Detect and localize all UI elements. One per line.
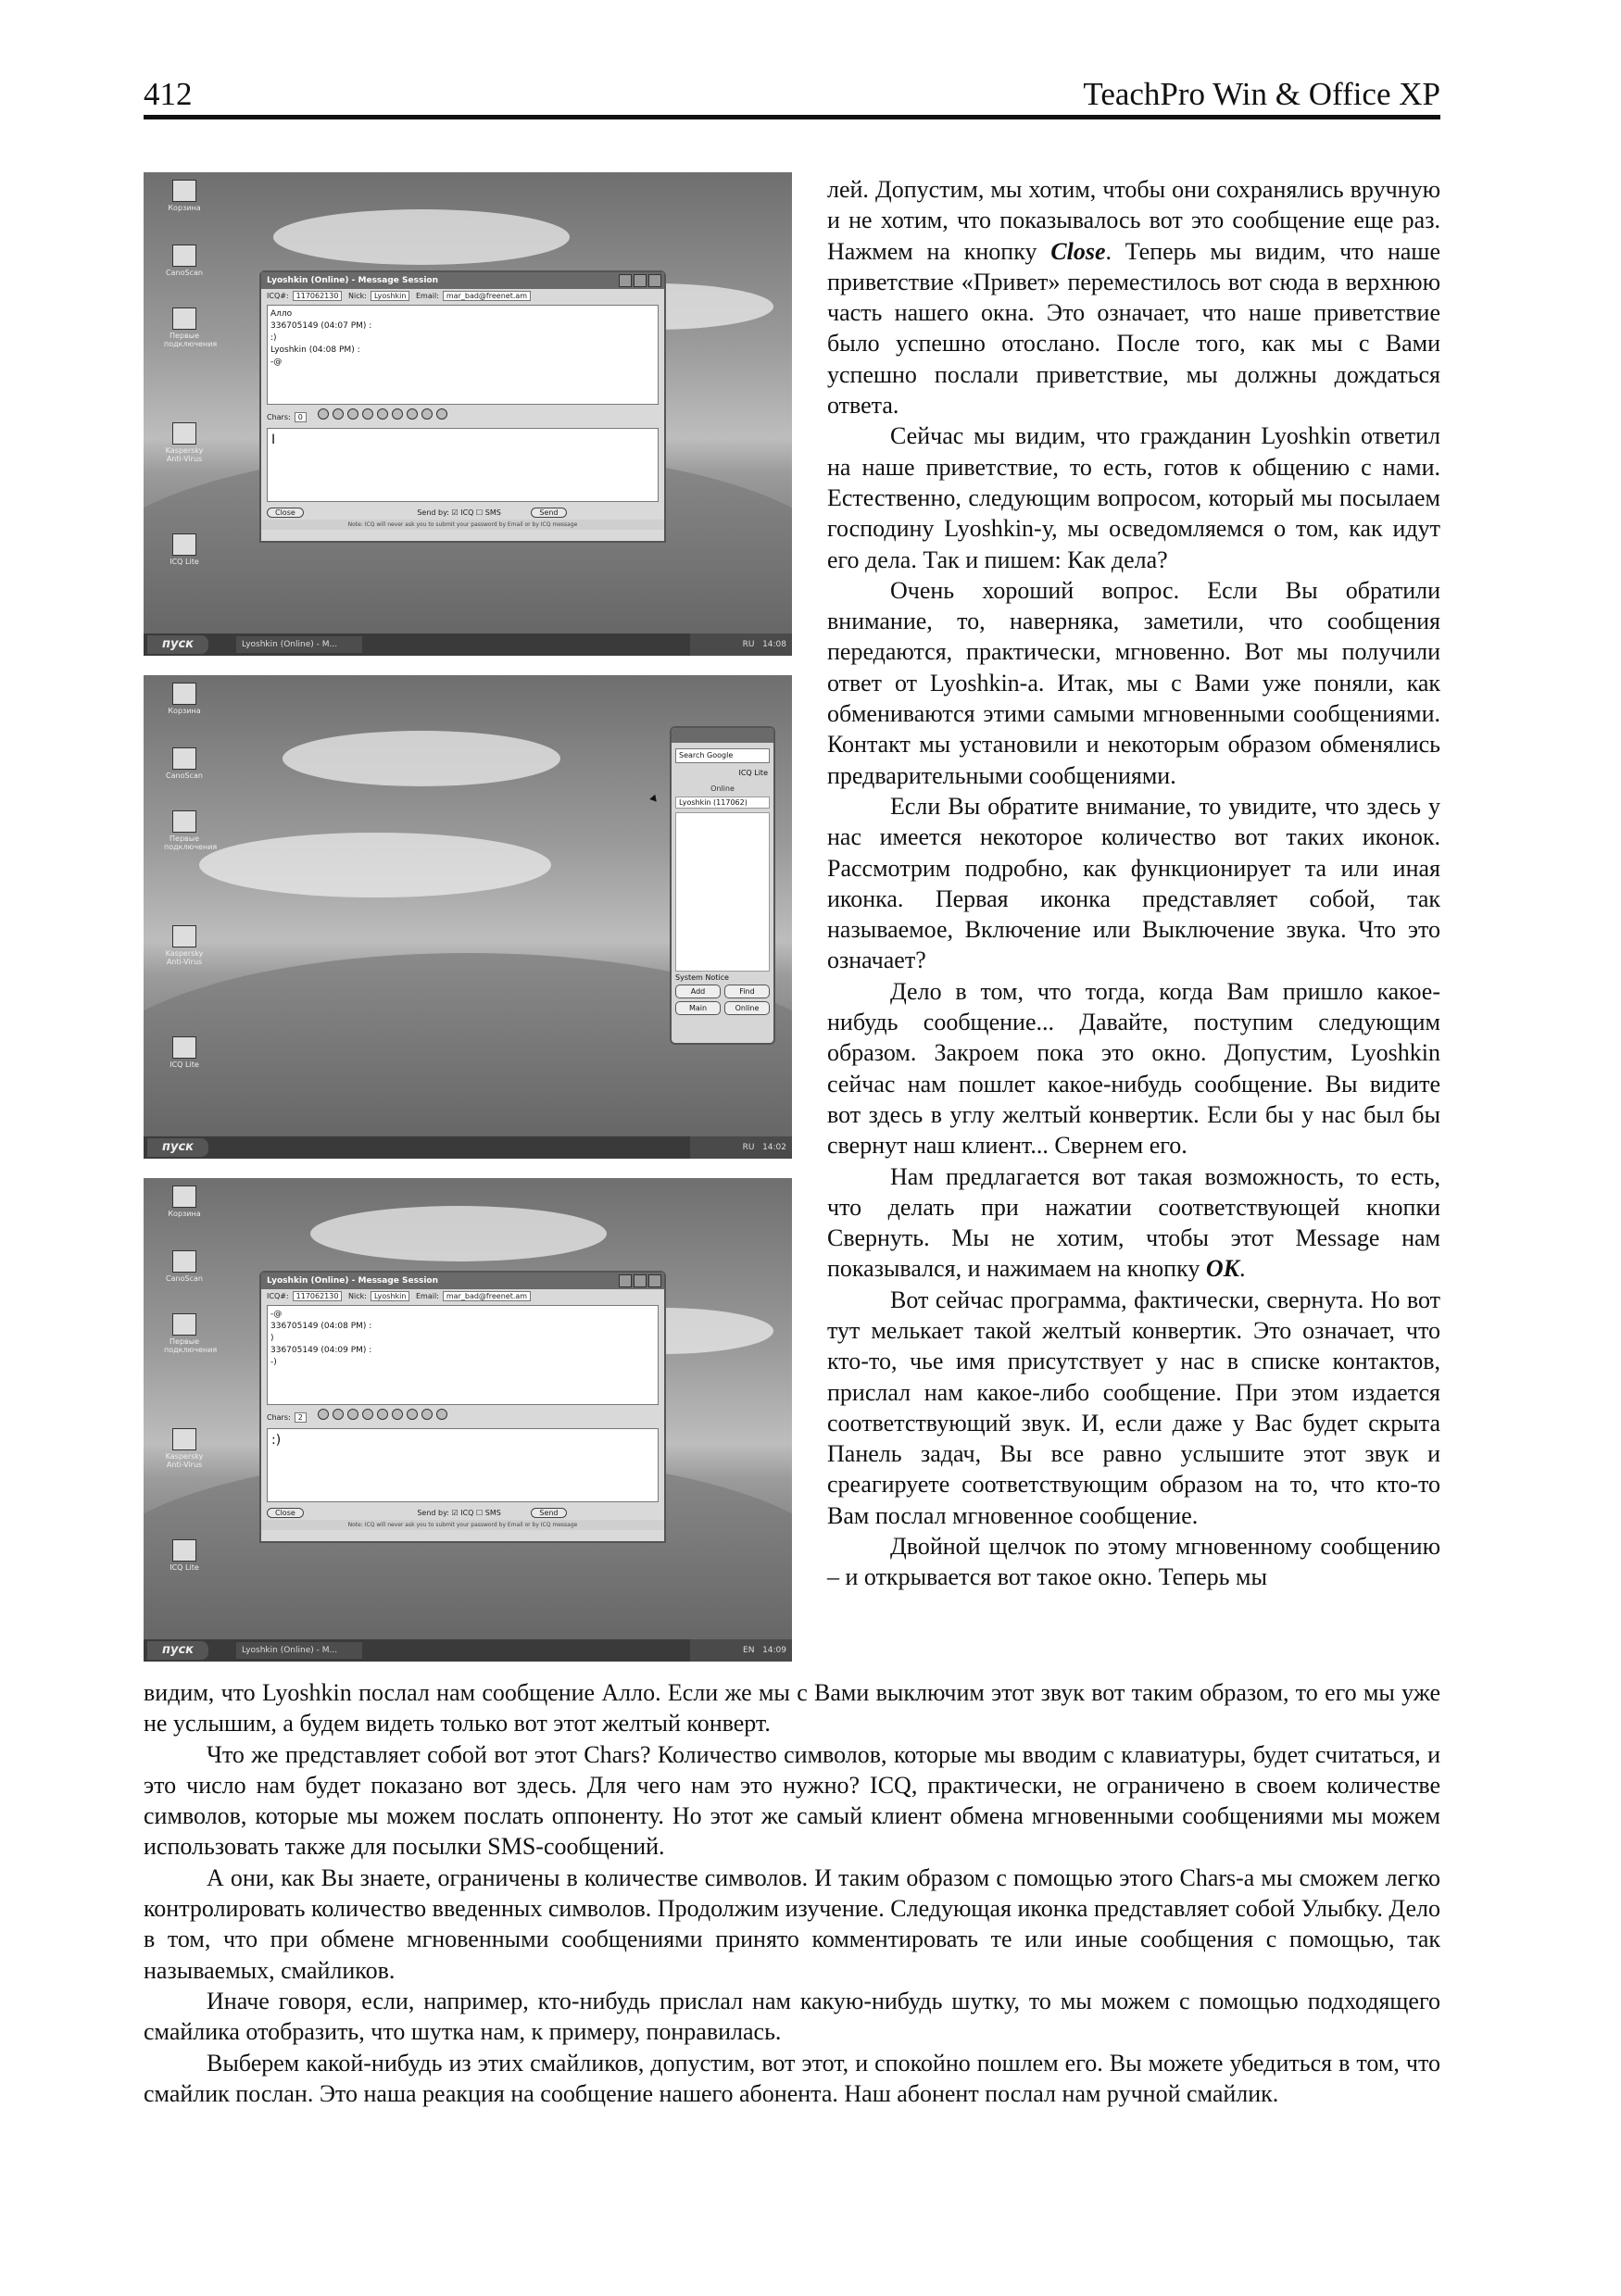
window-title: Lyoshkin (Online) - Message Session [267,276,439,285]
paragraph: А они, как Вы знаете, ограничены в количестве символов. И таким образом с помощью этого Chars-а мы сможем легко контролировать количество введенных символов. Продолжим изучение. Следующая иконка представляет собой Улыбку. Дело в том, что при обмене мгновенными сообщениями принято комментировать те или иные сообщения с помощью, так называемых, смайликов. [144,1863,1440,1984]
paragraph: Иначе говоря, если, например, кто-нибудь прислал нам какую-нибудь шутку, то мы можем с помощью подходящего смайлика отобразить, что шутка нам, к примеру, понравилась. [144,1987,1440,2046]
paragraph: Вот сейчас программа, фактически, свернута. Но вот тут мелькает такой желтый конвертик. Это означает, что кто-то, чье имя присутствует у нас в списке контактов, прислал нам какое-либо сообщение. При этом издается соответствующий звук. И, если даже у Вас будет скрыта Панель задач, Вы все равно услышите этот звук и среагируете соответствующим образом на то, что кто-то Вам послал мгновенное сообщение. [827,1286,1440,1529]
message-history: Алло 336705149 (04:07 PM) : :) Lyoshkin (04:08 PM) : -@ [267,305,659,405]
paragraph: Если Вы обратите внимание, то увидите, что здесь у нас имеется некоторое количество вот таких иконок. Рассмотрим подробно, как функционирует та или иная иконка. Первая иконка представляет собой, так называемое, Включение или Выключение звука. Что это означает? [827,792,1440,974]
paragraph: Что же представляет собой вот этот Chars? Количество символов, которые мы вводим с клавиатуры, будет считаться, и это число нам будет показано вот здесь. Для чего нам это нужно? ICQ, практически, не ограничено в своем количестве символов, которые мы можем послать оппоненту. Но этот же самый клиент обмена мгновенными сообщениями мы можем использовать также для посылки SMS-сообщений. [144,1740,1440,1861]
system-tray: RU 14:02 [690,1136,792,1159]
taskbar-item[interactable]: Lyoshkin (Online) - M... [236,1642,362,1659]
window-title: Lyoshkin (Online) - Message Session [267,1276,439,1286]
chars-counter: 0 [295,412,307,422]
compose-input[interactable]: I [267,428,659,502]
icq-lite-icon[interactable]: ICQ Lite [164,533,205,566]
close-icon[interactable] [648,274,661,287]
full-width-text [144,1677,1440,2109]
connections-icon[interactable]: Первые подключения [164,1313,205,1354]
connections-icon[interactable]: Первые подключения [164,810,205,851]
message-toolbar[interactable] [318,413,451,421]
system-notice[interactable]: System Notice [675,973,729,982]
tab-icq-lite[interactable]: ICQ Lite [738,769,768,777]
close-button[interactable]: Close [267,508,304,518]
minimize-icon[interactable] [619,1274,632,1287]
main-button[interactable]: Main [675,1001,721,1015]
icq-lite-icon[interactable]: ICQ Lite [164,1036,205,1069]
add-button[interactable]: Add [675,985,721,998]
antivirus-icon[interactable]: Kaspersky Anti-Virus [164,925,205,966]
message-window[interactable]: Lyoshkin (Online) - Message Session ICQ#: 117062130 Nick: Lyoshkin Email: mar_bad@freenet.am -@ 336705149 (04:08 PM) : ) 336705149 (04:09 PM) : -) Chars: 2 :) Close Send by: ☑ ICQ ☐ SMS Send Note: ICQ will never ask you to submit your password by Email or by ICQ message [259,1271,666,1543]
contact-item[interactable]: Lyoshkin (117062) [675,797,770,809]
paragraph: Сейчас мы видим, что гражданин Lyoshkin ответил на наше приветствие, то есть, готов к общению с нами. Естественно, следующим вопросом, который мы посылаем господину Lyoshkin-у, мы осведомляемся о том, как идут его дела. Так и пишем: Как дела? [827,422,1440,573]
taskbar-item[interactable]: Lyoshkin (Online) - M... [236,636,362,653]
header-rule [144,115,1440,119]
send-button[interactable]: Send [531,1508,566,1518]
sound-icon [318,1409,329,1420]
mouse-cursor-icon [649,795,660,805]
recycle-bin-icon[interactable]: Корзина [164,1186,205,1218]
message-history: -@ 336705149 (04:08 PM) : ) 336705149 (04:09 PM) : -) [267,1305,659,1405]
recycle-bin-icon[interactable]: Корзина [164,683,205,715]
chars-counter: 2 [295,1412,307,1423]
start-button[interactable]: пуск [147,1138,208,1157]
screenshot-contact-list [144,675,792,1159]
system-tray: RU 14:08 [690,634,792,656]
smiley-icon [333,408,344,420]
sound-icon [318,408,329,420]
paragraph: Дело в том, что тогда, когда Вам пришло какое-нибудь сообщение... Давайте, поступим следующим образом. Закроем пока это окно. Допустим, Lyoshkin сейчас нам пошлет какое-нибудь сообщение. Вы видите вот здесь в углу желтый конвертик. Если бы у нас был бы свернут наш клиент... Свернем его. [827,977,1440,1160]
paragraph: Двойной щелчок по этому мгновенному сообщению – и открывается вот такое окно. Теперь мы [827,1533,1440,1591]
status-button[interactable]: Online [724,1001,770,1015]
message-toolbar[interactable] [318,1413,451,1422]
canoscan-icon[interactable]: CanoScan [164,1250,205,1283]
antivirus-icon[interactable]: Kaspersky Anti-Virus [164,1428,205,1469]
smiley-icon [333,1409,344,1420]
taskbar [144,1136,792,1159]
contact-list-window[interactable]: Search Google ICQ Lite Online Lyoshkin (117062) System Notice Add Find Main Online [670,726,775,1045]
minimize-icon[interactable] [619,274,632,287]
message-window[interactable]: Lyoshkin (Online) - Message Session ICQ#: 117062130 Nick: Lyoshkin Email: mar_bad@freenet.am Алло 336705149 (04:07 PM) : :) Lyoshkin (04:08 PM) : -@ Chars: 0 I Close Send by: ☑ ICQ ☐ SMS Send Note: ICQ will never ask you to submit your password by Email or by ICQ message [259,270,666,543]
taskbar [144,634,792,656]
paragraph: лей. Допустим, мы хотим, чтобы они сохранялись вручную и не хотим, что показывалось вот это сообщение еще раз. Нажмем на кнопку Close. Теперь мы видим, что наше приветствие «Привет» переместилось вот сюда в верхнюю часть нашего окна. Это означает, что наше приветствие было успешно отослано. После того, как мы с Вами успешно послали приветствие, мы должны дождаться ответа. [827,176,1440,420]
icq-lite-icon[interactable]: ICQ Lite [164,1539,205,1572]
search-input[interactable]: Search Google [675,748,770,763]
maximize-icon[interactable] [634,1274,647,1287]
compose-input[interactable]: :) [267,1428,659,1502]
book-title: TeachPro Win & Office XP [1083,76,1440,112]
page-number: 412 [144,76,193,112]
paragraph: видим, что Lyoshkin послал нам сообщение Алло. Если же мы с Вами выключим этот звук вот таким образом, то его мы уже не услышим, а будем видеть только вот этот желтый конверт. [144,1679,1440,1738]
maximize-icon[interactable] [634,274,647,287]
screenshot-message-session [144,172,792,656]
paragraph: Очень хороший вопрос. Если Вы обратили внимание, то, наверняка, заметили, что сообщения передаются, практически, мгновенно. Вот мы получили ответ от Lyoshkin-а. Итак, мы с Вами уже поняли, как обмениваются этими самыми мгновенными сообщениями. Контакт мы установили и некоторым образом обменялись предварительными сообщениями. [827,576,1440,789]
screenshot-message-session-2 [144,1178,792,1662]
paragraph: Выберем какой-нибудь из этих смайликов, допустим, вот этот, и спокойно пошлем его. Вы можете убедиться в том, что смайлик послан. Это наша реакция на сообщение нашего абонента. Наш абонент послал нам ручной смайлик. [144,2049,1440,2107]
close-button[interactable]: Close [267,1508,304,1518]
send-button[interactable]: Send [531,508,566,518]
page-header [144,76,1440,119]
recycle-bin-icon[interactable]: Корзина [164,180,205,212]
close-icon[interactable] [648,1274,661,1287]
canoscan-icon[interactable]: CanoScan [164,245,205,277]
connections-icon[interactable]: Первые подключения [164,307,205,348]
antivirus-icon[interactable]: Kaspersky Anti-Virus [164,422,205,463]
right-column-text [827,174,1440,1593]
start-button[interactable]: пуск [147,635,208,654]
taskbar [144,1639,792,1662]
find-button[interactable]: Find [724,985,770,998]
start-button[interactable]: пуск [147,1641,208,1660]
canoscan-icon[interactable]: CanoScan [164,747,205,780]
paragraph: Нам предлагается вот такая возможность, то есть, что делать при нажатии соответствующей кнопки Свернуть. Мы не хотим, чтобы этот Message нам показывался, и нажимаем на кнопку OK. [827,1162,1440,1283]
system-tray: EN 14:09 [690,1639,792,1662]
